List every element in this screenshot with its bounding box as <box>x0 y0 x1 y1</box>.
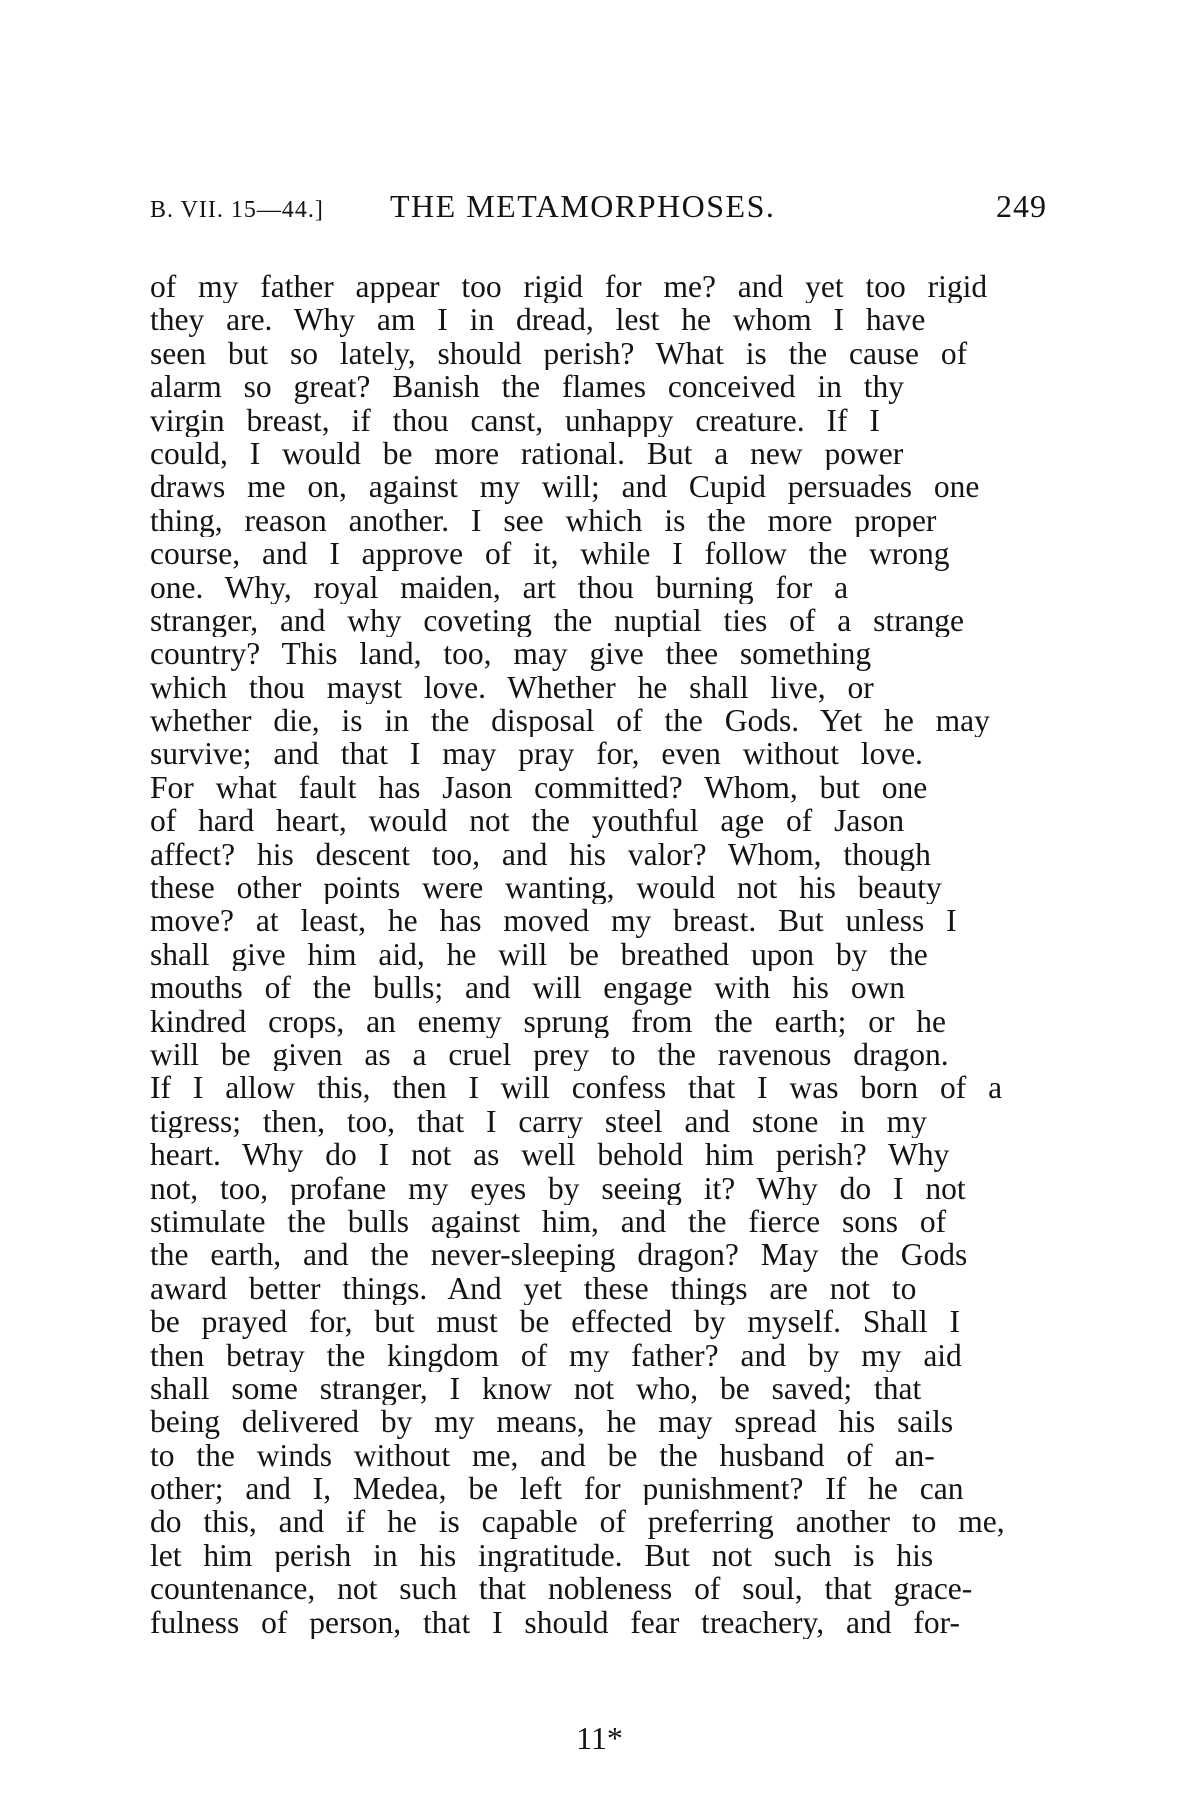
text-line: one. Why, royal maiden, art thou burning for a <box>150 570 849 604</box>
text-line: will be given as a cruel prey to the ravenous dragon. <box>150 1037 949 1072</box>
text-line: survive; and that I may pray for, even without love. <box>150 737 923 771</box>
text-line: stimulate the bulls against him, and the fierce sons of <box>150 1204 947 1239</box>
text-line: countenance, not such that nobleness of soul, that grace- <box>150 1572 973 1606</box>
text-line: mouths of the bulls; and will engage with his own <box>150 971 906 1005</box>
text-line: to the winds without me, and be the husband of an- <box>150 1438 935 1473</box>
running-head <box>150 188 1047 236</box>
text-line: alarm so great? Banish the flames conceived in thy <box>150 370 905 404</box>
text-line: thing, reason another. I see which is the more proper <box>150 503 937 538</box>
text-line: which thou mayst love. Whether he shall live, or <box>150 670 874 705</box>
text-line: course, and I approve of it, while I follow the wrong <box>150 537 950 571</box>
text-line: other; and I, Medea, be left for punishment? If he can <box>150 1472 964 1506</box>
text-line: whether die, is in the disposal of the Gods. Yet he may <box>150 704 990 738</box>
page-number: 249 <box>996 188 1047 224</box>
text-line: shall some stranger, I know not who, be saved; that <box>150 1371 922 1406</box>
text-line: being delivered by my means, he may spread his sails <box>150 1405 954 1439</box>
body-text <box>150 270 1047 1639</box>
signature-mark: 11* <box>576 1720 623 1756</box>
text-line: award better things. And yet these things are not to <box>150 1271 917 1306</box>
text-line: seen but so lately, should perish? What is the cause of <box>150 336 968 371</box>
book-reference: B. VII. 15—44.] <box>150 197 324 223</box>
text-line: let him perish in his ingratitude. But not such is his <box>150 1538 934 1573</box>
text-line: of hard heart, would not the youthful age of Jason <box>150 804 905 838</box>
text-line: they are. Why am I in dread, lest he whom I have <box>150 303 926 337</box>
text-line: be prayed for, but must be effected by myself. Shall I <box>150 1305 960 1339</box>
text-line: heart. Why do I not as well behold him perish? Why <box>150 1138 950 1172</box>
page-title: THE METAMORPHOSES. <box>390 188 776 224</box>
text-line: stranger, and why coveting the nuptial ties of a strange <box>150 603 965 638</box>
text-line: then betray the kingdom of my father? and by my aid <box>150 1338 962 1372</box>
text-line: country? This land, too, may give thee something <box>150 637 872 671</box>
text-line: shall give him aid, he will be breathed upon by the <box>150 937 928 972</box>
text-line: virgin breast, if thou canst, unhappy creature. If I <box>150 403 880 437</box>
text-line: these other points were wanting, would not his beauty <box>150 871 942 905</box>
text-line: fulness of person, that I should fear treachery, and for- <box>150 1605 960 1640</box>
text-line: draws me on, against my will; and Cupid persuades one <box>150 470 980 504</box>
text-line: move? at least, he has moved my breast. But unless I <box>150 904 957 938</box>
text-line: of my father appear too rigid for me? and yet too rigid <box>150 270 988 304</box>
text-line: do this, and if he is capable of preferring another to me, <box>150 1505 1005 1539</box>
text-line: tigress; then, too, that I carry steel and stone in my <box>150 1104 927 1139</box>
text-line: not, too, profane my eyes by seeing it? Why do I not <box>150 1171 966 1205</box>
text-line: the earth, and the never-sleeping dragon? May the Gods <box>150 1238 968 1272</box>
text-line: affect? his descent too, and his valor? Whom, though <box>150 837 931 872</box>
text-line: For what fault has Jason committed? Whom, but one <box>150 770 928 805</box>
text-line: If I allow this, then I will confess that I was born of a <box>150 1071 1003 1105</box>
text-line: could, I would be more rational. But a new power <box>150 436 904 471</box>
text-line: kindred crops, an enemy sprung from the earth; or he <box>150 1004 947 1038</box>
